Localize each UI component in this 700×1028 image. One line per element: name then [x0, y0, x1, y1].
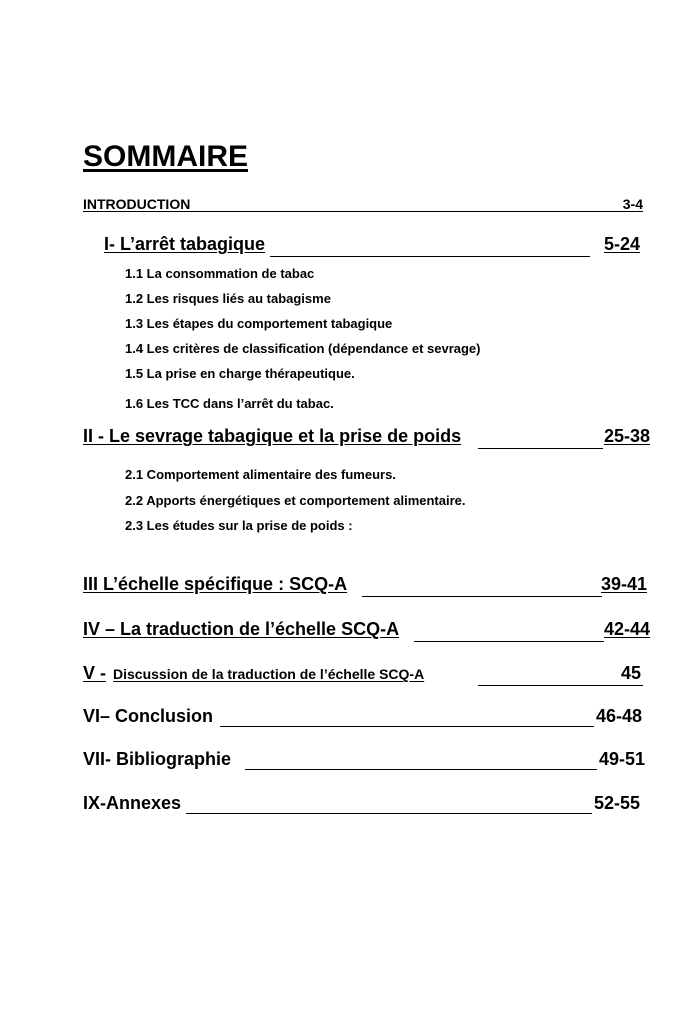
toc-section9-pages: 52-55: [594, 793, 641, 813]
toc-section2-label: II - Le sevrage tabagique et la prise de poids: [83, 426, 462, 446]
toc-item-1-3: 1.3 Les étapes du comportement tabagique: [125, 316, 393, 331]
toc-introduction-leader: [83, 211, 643, 212]
toc-section5-leader: [478, 685, 643, 686]
toc-section1-label: I- L’arrêt tabagique: [104, 234, 266, 254]
toc-section4-pages: 42-44: [604, 619, 651, 639]
page-title: SOMMAIRE: [83, 140, 248, 173]
toc-section1-pages: 5-24: [604, 234, 641, 254]
toc-item-1-5: 1.5 La prise en charge thérapeutique.: [125, 366, 355, 381]
toc-section5-pages: 45: [621, 663, 642, 683]
toc-item-1-6: 1.6 Les TCC dans l’arrêt du tabac.: [125, 396, 334, 411]
toc-introduction-pages: 3-4: [622, 196, 643, 212]
toc-section3-label: III L’échelle spécifique : SCQ-A: [83, 574, 348, 594]
toc-section7-pages: 49-51: [599, 749, 646, 769]
toc-section4-leader: [414, 641, 604, 642]
toc-item-2-3: 2.3 Les études sur la prise de poids :: [125, 518, 353, 533]
toc-item-2-1: 2.1 Comportement alimentaire des fumeurs.: [125, 467, 396, 482]
toc-section1-leader: [270, 256, 590, 257]
toc-section2-leader: [478, 448, 603, 449]
toc-section6-label: VI– Conclusion: [83, 706, 214, 726]
toc-section7-leader: [245, 769, 597, 770]
toc-item-1-1: 1.1 La consommation de tabac: [125, 266, 315, 281]
toc-section7-label: VII- Bibliographie: [83, 749, 232, 769]
toc-section5-label: Discussion de la traduction de l’échelle SCQ-A: [113, 666, 425, 682]
toc-section6-pages: 46-48: [596, 706, 643, 726]
toc-section3-leader: [362, 596, 602, 597]
toc-item-1-2: 1.2 Les risques liés au tabagisme: [125, 291, 331, 306]
toc-section2-pages: 25-38: [604, 426, 651, 446]
toc-section4-label: IV – La traduction de l’échelle SCQ-A: [83, 619, 400, 639]
toc-section5-prefix: V -: [83, 663, 107, 683]
toc-section9-leader: [186, 813, 592, 814]
toc-section9-label: IX-Annexes: [83, 793, 182, 813]
toc-section3-pages: 39-41: [601, 574, 648, 594]
toc-item-2-2: 2.2 Apports énergétiques et comportement alimentaire.: [125, 493, 466, 508]
toc-introduction-label: INTRODUCTION: [83, 196, 191, 212]
toc-section6-leader: [220, 726, 594, 727]
toc-item-1-4: 1.4 Les critères de classification (dépendance et sevrage): [125, 341, 481, 356]
